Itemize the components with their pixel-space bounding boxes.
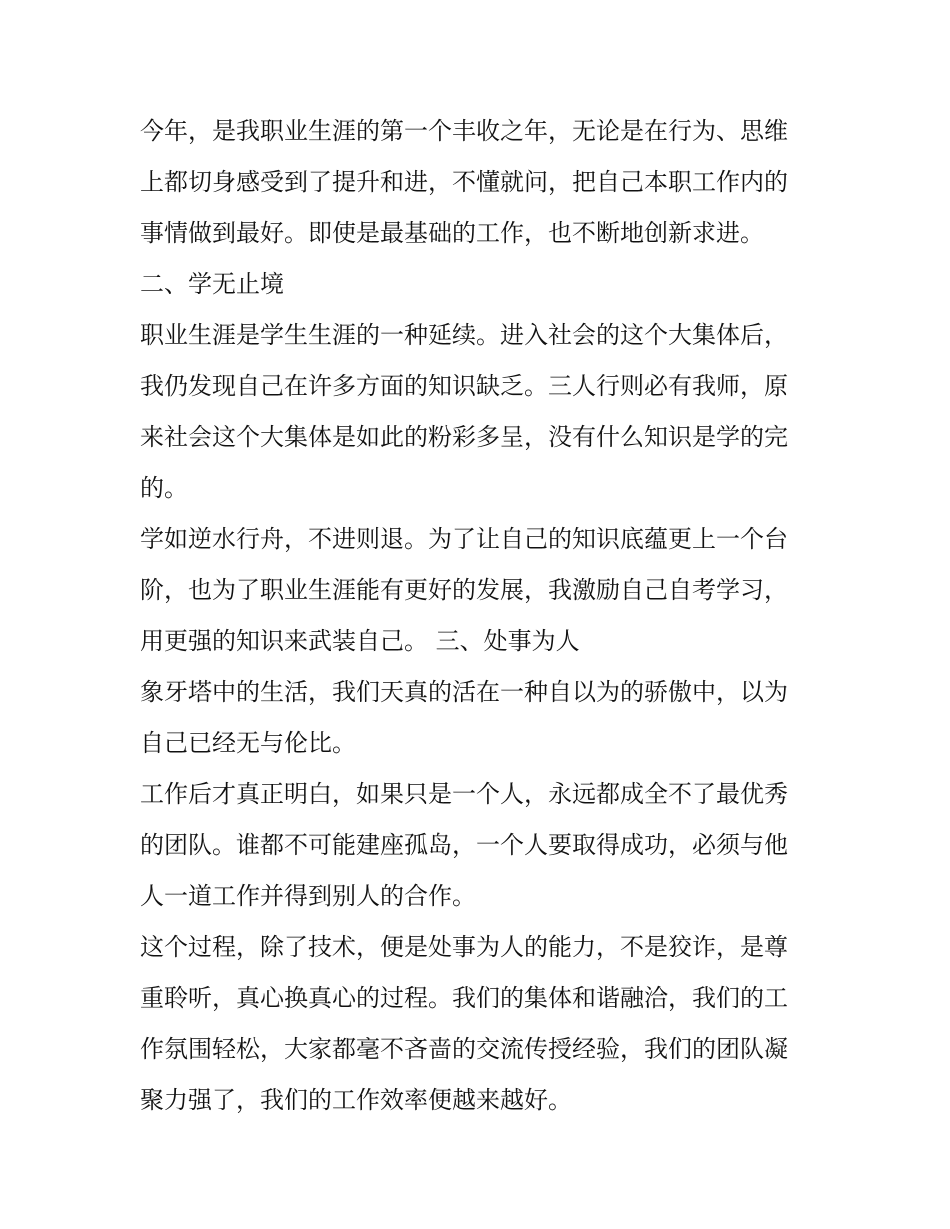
text-line: 象牙塔中的生活，我们天真的活在一种自以为的骄傲中，以为 <box>140 678 788 706</box>
text-line: 的。 <box>140 474 188 502</box>
text-line: 重聆听，真心换真心的过程。我们的集体和谐融洽，我们的工 <box>140 984 788 1012</box>
text-line: 聚力强了，我们的工作效率便越来越好。 <box>140 1086 572 1114</box>
text-line: 上都切身感受到了提升和进，不懂就问，把自己本职工作内的 <box>140 168 788 196</box>
text-line: 人一道工作并得到别人的合作。 <box>140 882 476 910</box>
text-line: 的团队。谁都不可能建座孤岛，一个人要取得成功，必须与他 <box>140 831 788 859</box>
section-heading: 二、学无止境 <box>140 270 284 298</box>
text-line: 作氛围轻松，大家都毫不吝啬的交流传授经验，我们的团队凝 <box>140 1035 788 1063</box>
text-line: 我仍发现自己在许多方面的知识缺乏。三人行则必有我师，原 <box>140 372 788 400</box>
text-line: 用更强的知识来武装自己。 三、处事为人 <box>140 627 580 655</box>
text-line: 自己已经无与伦比。 <box>140 729 356 757</box>
text-line: 学如逆水行舟，不进则退。为了让自己的知识底蕴更上一个台 <box>140 525 788 553</box>
document-body <box>140 106 820 1126</box>
text-line: 工作后才真正明白，如果只是一个人，永远都成全不了最优秀 <box>140 780 788 808</box>
text-line: 今年，是我职业生涯的第一个丰收之年，无论是在行为、思维 <box>140 117 788 145</box>
text-line: 这个过程，除了技术，便是处事为人的能力，不是狡诈，是尊 <box>140 933 788 961</box>
text-line: 事情做到最好。即使是最基础的工作，也不断地创新求进。 <box>140 219 764 247</box>
text-line: 来社会这个大集体是如此的粉彩多呈，没有什么知识是学的完 <box>140 423 788 451</box>
text-line: 阶，也为了职业生涯能有更好的发展，我激励自己自考学习， <box>140 576 788 604</box>
text-line: 职业生涯是学生生涯的一种延续。进入社会的这个大集体后， <box>140 321 788 349</box>
